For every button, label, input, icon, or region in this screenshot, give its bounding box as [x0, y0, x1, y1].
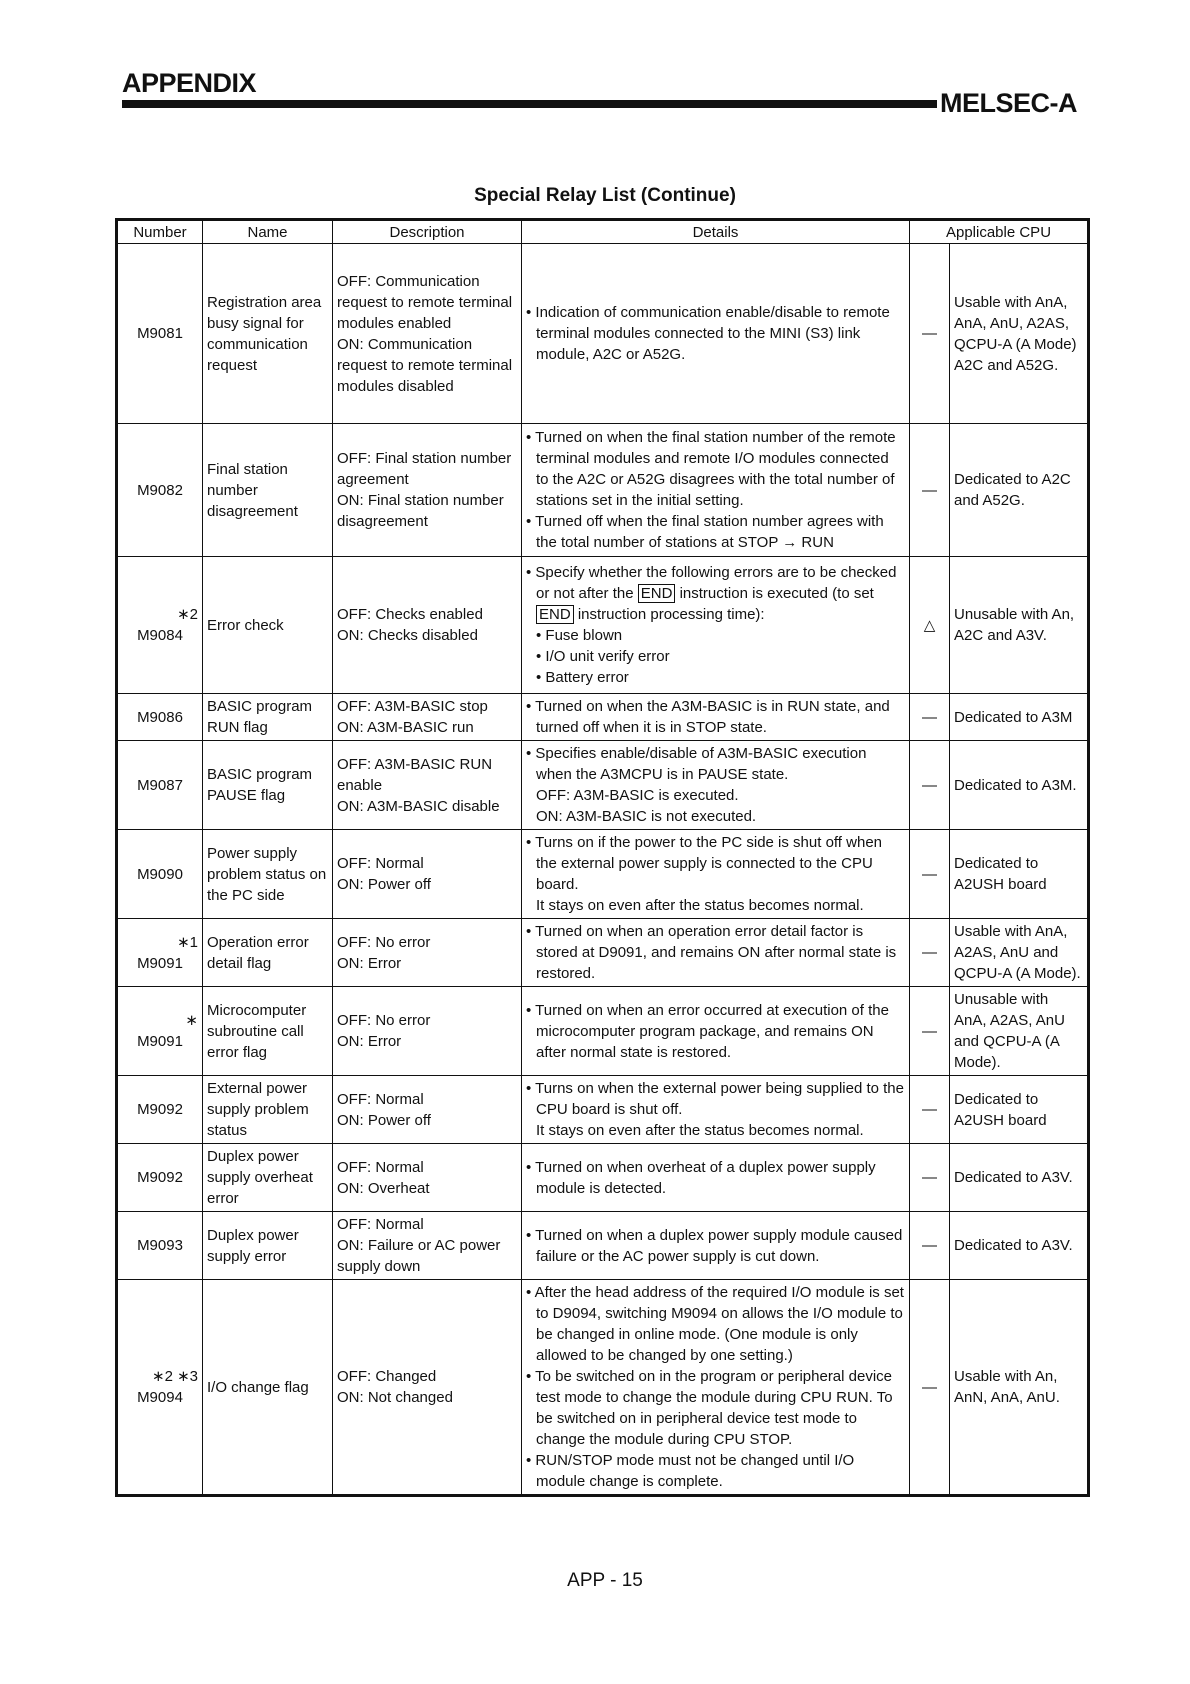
table-row — [117, 244, 1089, 424]
footnote-mark: ∗1 — [177, 933, 198, 951]
relay-name: Registration area busy signal for communication request — [203, 244, 333, 424]
col-description: Description — [333, 220, 522, 244]
relay-description: OFF: Normal ON: Failure or AC power supply down — [333, 1212, 522, 1280]
relay-name: Microcomputer subroutine call error flag — [203, 987, 333, 1076]
relay-description: OFF: A3M-BASIC RUN enable ON: A3M-BASIC disable — [333, 741, 522, 830]
table-row — [117, 1212, 1089, 1280]
relay-number: M9081 — [117, 244, 203, 424]
relay-details: • Specify whether the following errors are to be checked or not after the END instruction is executed (to set END instruction processing time): • Fuse blown • I/O unit verify error • Battery error — [522, 557, 910, 694]
relay-details: • Indication of communication enable/disable to remote terminal modules connected to the MINI (S3) link module, A2C or A52G. — [522, 244, 910, 424]
applicability-symbol: — — [910, 424, 950, 557]
relay-description: OFF: Checks enabled ON: Checks disabled — [333, 557, 522, 694]
relay-description: OFF: Changed ON: Not changed — [333, 1280, 522, 1496]
applicable-cpu: Dedicated to A3V. — [950, 1212, 1089, 1280]
relay-name: Operation error detail flag — [203, 919, 333, 987]
relay-details: • Specifies enable/disable of A3M-BASIC execution when the A3MCPU is in PAUSE state. OFF: A3M-BASIC is executed. ON: A3M-BASIC is not executed. — [522, 741, 910, 830]
relay-description: OFF: A3M-BASIC stop ON: A3M-BASIC run — [333, 694, 522, 741]
relay-number: M9090 — [117, 830, 203, 919]
footnote-mark: ∗2 ∗3 — [152, 1368, 198, 1385]
page-number: APP - 15 — [567, 1570, 643, 1591]
relay-number: ∗2 ∗3 M9094 — [117, 1280, 203, 1496]
relay-details: • Turned on when a duplex power supply module caused failure or the AC power supply is cut down. — [522, 1212, 910, 1280]
table-row — [117, 424, 1089, 557]
applicable-cpu: Dedicated to A3V. — [950, 1144, 1089, 1212]
relay-name: BASIC program RUN flag — [203, 694, 333, 741]
col-details: Details — [522, 220, 910, 244]
applicable-cpu: Dedicated to A3M. — [950, 741, 1089, 830]
applicability-symbol: — — [910, 1144, 950, 1212]
relay-name: Final station number disagreement — [203, 424, 333, 557]
table-row — [117, 1076, 1089, 1144]
relay-name: BASIC program PAUSE flag — [203, 741, 333, 830]
header-row — [117, 220, 1089, 244]
applicable-cpu: Dedicated to A3M — [950, 694, 1089, 741]
relay-name: Error check — [203, 557, 333, 694]
relay-number: M9092 — [117, 1076, 203, 1144]
table-row — [117, 741, 1089, 830]
relay-name: I/O change flag — [203, 1280, 333, 1496]
relay-details: • Turns on if the power to the PC side is shut off when the external power supply is connected to the CPU board. It stays on even after the status becomes normal. — [522, 830, 910, 919]
relay-number: ∗ M9091 — [117, 987, 203, 1076]
applicable-cpu: Usable with An, AnN, AnA, AnU. — [950, 1280, 1089, 1496]
applicable-cpu: Unusable with An, A2C and A3V. — [950, 557, 1089, 694]
relay-details: • Turns on when the external power being supplied to the CPU board is shut off. It stays on even after the status becomes normal. — [522, 1076, 910, 1144]
relay-number: ∗1 M9091 — [117, 919, 203, 987]
footnote-mark: ∗2 — [177, 606, 198, 623]
relay-name: Power supply problem status on the PC side — [203, 830, 333, 919]
table-row — [117, 830, 1089, 919]
applicable-cpu: Usable with AnA, A2AS, AnU and QCPU-A (A Mode). — [950, 919, 1089, 987]
applicability-symbol: — — [910, 1212, 950, 1280]
table-row — [117, 1280, 1089, 1496]
relay-name: Duplex power supply error — [203, 1212, 333, 1280]
relay-details: • After the head address of the required I/O module is set to D9094, switching M9094 on allows the I/O module to be changed in online mode. (One module is only allowed to be changed by one setting.) • To be switched on in the program or peripheral device test mode to change the module during CPU RUN. To be switched on in peripheral device test mode to change the module during CPU STOP. • RUN/STOP mode must not be changed until I/O module change is complete. — [522, 1280, 910, 1496]
relay-description: OFF: Normal ON: Overheat — [333, 1144, 522, 1212]
col-name: Name — [203, 220, 333, 244]
relay-details: • Turned on when an error occurred at execution of the microcomputer program package, and remains ON after normal state is restored. — [522, 987, 910, 1076]
relay-details: • Turned on when the final station number of the remote terminal modules and remote I/O modules connected to the A2C or A52G disagrees with the total number of stations set in the initial setting. • Turned off when the final station number agrees with the total number of stations at STOP → RUN — [522, 424, 910, 557]
header-rule — [122, 100, 937, 108]
applicable-cpu: Dedicated to A2USH board — [950, 830, 1089, 919]
applicability-symbol: — — [910, 830, 950, 919]
relay-description: OFF: No error ON: Error — [333, 987, 522, 1076]
col-number: Number — [117, 220, 203, 244]
relay-description: OFF: Normal ON: Power off — [333, 1076, 522, 1144]
col-applicable-cpu: Applicable CPU — [910, 220, 1089, 244]
applicability-symbol: — — [910, 919, 950, 987]
applicable-cpu: Dedicated to A2C and A52G. — [950, 424, 1089, 557]
end-instruction-box: END — [536, 605, 574, 624]
applicable-cpu: Dedicated to A2USH board — [950, 1076, 1089, 1144]
table-title: Special Relay List (Continue) — [474, 185, 736, 206]
relay-details: • Turned on when the A3M-BASIC is in RUN state, and turned off when it is in STOP state. — [522, 694, 910, 741]
table-row — [117, 557, 1089, 694]
relay-number: M9086 — [117, 694, 203, 741]
relay-description: OFF: No error ON: Error — [333, 919, 522, 987]
relay-number: M9092 — [117, 1144, 203, 1212]
end-instruction-box: END — [638, 584, 676, 603]
applicability-symbol: — — [910, 987, 950, 1076]
table-row — [117, 694, 1089, 741]
relay-description: OFF: Normal ON: Power off — [333, 830, 522, 919]
appendix-heading: APPENDIX — [122, 68, 257, 98]
product-heading: MELSEC-A — [940, 88, 1077, 118]
applicability-symbol: — — [910, 694, 950, 741]
special-relay-table — [115, 218, 1090, 1497]
table-row — [117, 1144, 1089, 1212]
relay-description: OFF: Communication request to remote terminal modules enabled ON: Communication request to remote terminal modules disabled — [333, 244, 522, 424]
relay-number: ∗2 M9084 — [117, 557, 203, 694]
relay-name: External power supply problem status — [203, 1076, 333, 1144]
applicability-symbol: — — [910, 1076, 950, 1144]
footnote-mark: ∗ — [185, 1012, 198, 1029]
relay-description: OFF: Final station number agreement ON: Final station number disagreement — [333, 424, 522, 557]
applicability-symbol: — — [910, 244, 950, 424]
relay-details: • Turned on when an operation error detail factor is stored at D9091, and remains ON after normal state is restored. — [522, 919, 910, 987]
relay-details: • Turned on when overheat of a duplex power supply module is detected. — [522, 1144, 910, 1212]
applicable-cpu: Usable with AnA, AnA, AnU, A2AS, QCPU-A (A Mode) A2C and A52G. — [950, 244, 1089, 424]
table-row — [117, 987, 1089, 1076]
relay-number: M9087 — [117, 741, 203, 830]
relay-number: M9082 — [117, 424, 203, 557]
applicable-cpu: Unusable with AnA, A2AS, AnU and QCPU-A (A Mode). — [950, 987, 1089, 1076]
applicability-symbol: △ — [910, 557, 950, 694]
relay-name: Duplex power supply overheat error — [203, 1144, 333, 1212]
relay-number: M9093 — [117, 1212, 203, 1280]
applicability-symbol: — — [910, 741, 950, 830]
applicability-symbol: — — [910, 1280, 950, 1496]
table-row — [117, 919, 1089, 987]
